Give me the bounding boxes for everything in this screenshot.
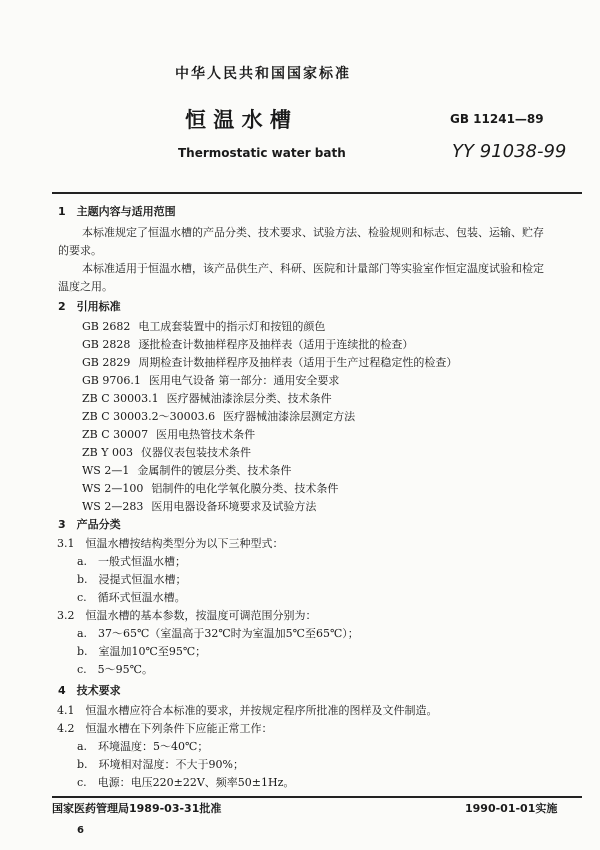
reference-item [82,464,291,477]
reference-code: GB 2682 [82,320,131,333]
reference-code: WS 2—283 [82,500,144,513]
section-heading: 3 产品分类 [58,518,121,531]
list-item: b. 浸提式恒温水槽； [77,573,187,586]
list-item: c. 5～95℃。 [77,663,153,676]
reference-item [82,356,457,369]
list-item: b. 环境相对湿度：不大于90%； [77,758,244,771]
clause-line: 4.1 恒温水槽应符合本标准的要求，并按规定程序所批准的图样及文件制造。 [57,704,438,717]
reference-title: 医用电气设备 第一部分：通用安全要求 [148,374,340,387]
reference-title: 铝制件的电化学氧化膜分类、技术条件 [151,482,339,495]
reference-item [82,446,251,459]
paragraph-line: 本标准规定了恒温水槽的产品分类、技术要求、试验方法、检验规则和标志、包装、运输、贮存 [82,226,544,239]
section-heading: 1 主题内容与适用范围 [58,205,176,218]
header-rule [52,192,582,194]
page-number: 6 [77,825,84,836]
reference-title: 仪器仪表包装技术条件 [140,446,251,459]
reference-code: ZB C 30003.1 [82,392,159,405]
list-item: c. 循环式恒温水槽。 [77,591,186,604]
document-title-english: Thermostatic water bath [178,146,346,160]
reference-code: WS 2—1 [82,464,130,477]
reference-item [82,410,355,423]
footer-rule [52,796,582,798]
reference-item [82,392,332,405]
paragraph-line: 的要求。 [58,244,102,257]
reference-code: ZB C 30007 [82,428,149,441]
reference-title: 医用电器设备环境要求及试验方法 [151,500,317,513]
approval-text: 国家医药管理局1989-03-31批准 [52,802,222,815]
national-standard-label: 中华人民共和国国家标准 [175,66,351,82]
reference-title: 医疗器械油漆涂层测定方法 [223,410,356,423]
clause-line: 3.2 恒温水槽的基本参数，按温度可调范围分别为： [57,609,317,622]
list-item: a. 37～65℃（室温高于32℃时为室温加5℃至65℃）； [77,627,359,640]
reference-title: 金属制件的镀层分类、技术条件 [137,464,292,477]
clause-line: 3.1 恒温水槽按结构类型分为以下三种型式： [57,537,284,550]
reference-code: ZB C 30003.2～30003.6 [82,410,216,423]
reference-code: ZB Y 003 [82,446,133,459]
standard-code: GB 11241—89 [450,112,544,126]
list-item: a. 环境温度：5～40℃； [77,740,209,753]
section-heading: 4 技术要求 [58,684,121,697]
reference-item [82,320,325,333]
reference-item [82,338,413,351]
reference-title: 医疗器械油漆涂层分类、技术条件 [166,392,332,405]
reference-item [82,428,255,441]
reference-title: 医用电热管技术条件 [156,428,256,441]
reference-item [82,374,339,387]
reference-item [82,500,316,513]
list-item: b. 室温加10℃至95℃； [77,645,207,658]
paragraph-line: 本标准适用于恒温水槽，该产品供生产、科研、医院和计量部门等实验室作恒定温度试验和检定 [82,262,544,275]
reference-item [82,482,338,495]
list-item: c. 电源：电压220±22V、频率50±1Hz。 [77,776,295,789]
reference-title: 逐批检查计数抽样程序及抽样表（适用于连续批的检查） [138,338,414,351]
paragraph-line: 温度之用。 [58,280,113,293]
document-title: 恒 温 水 槽 [185,108,291,132]
list-item: a. 一般式恒温水槽； [77,555,187,568]
reference-code: GB 9706.1 [82,374,141,387]
section-heading: 2 引用标准 [58,300,121,313]
clause-line: 4.2 恒温水槽在下列条件下应能正常工作： [57,722,273,735]
reference-code: GB 2829 [82,356,131,369]
reference-title: 电工成套装置中的指示灯和按钮的颜色 [138,320,326,333]
effective-date: 1990-01-01实施 [465,802,558,815]
reference-code: GB 2828 [82,338,131,351]
reference-title: 周期检查计数抽样程序及抽样表（适用于生产过程稳定性的检查） [138,356,458,369]
reference-code: WS 2—100 [82,482,144,495]
handwritten-code: YY 91038-99 [452,141,567,162]
